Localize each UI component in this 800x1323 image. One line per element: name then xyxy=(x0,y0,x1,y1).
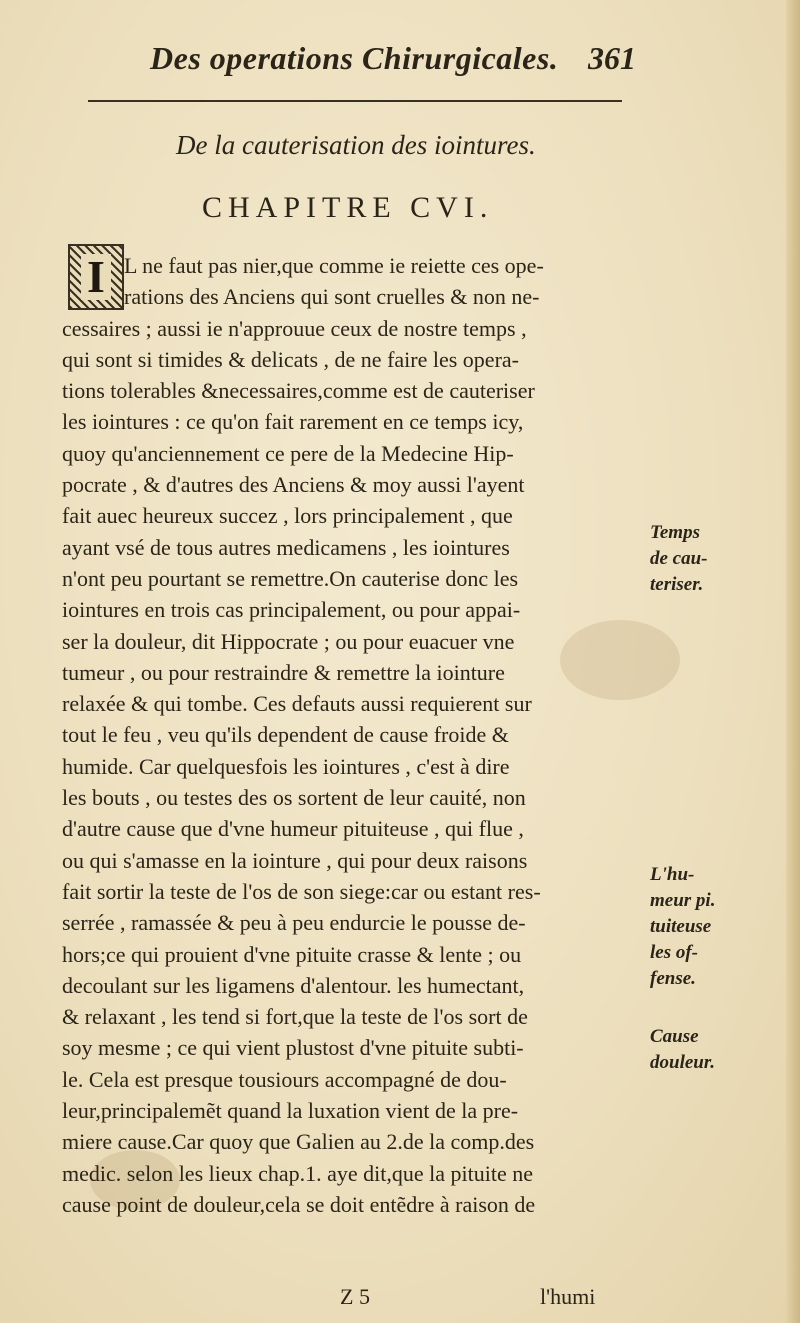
text-line: hors;ce qui prouient d'vne pituite crasse & lente ; ou xyxy=(62,941,522,967)
text-line: le. Cela est presque tousiours accompagné de dou- xyxy=(62,1066,507,1092)
header-rule xyxy=(88,100,622,102)
margin-note-line: fense. xyxy=(650,968,696,989)
text-line: ou qui s'amasse en la iointure , qui pour deux raisons xyxy=(62,847,528,873)
page-number: 361 xyxy=(588,40,636,76)
text-line: quoy qu'anciennement ce pere de la Medecine Hip- xyxy=(62,440,514,466)
text-line: fait sortir la teste de l'os de son siege:car ou estant res- xyxy=(62,878,541,904)
margin-note-line: tuiteuse xyxy=(650,916,712,937)
text-line: & relaxant , les tend si fort,que la teste de l'os sort de xyxy=(62,1004,528,1030)
signature-mark: Z 5 xyxy=(340,1284,370,1309)
drop-cap-letter: I xyxy=(81,254,111,300)
catchword: l'humi xyxy=(540,1284,596,1309)
margin-note-humeur xyxy=(650,862,790,992)
text-line: decoulant sur les ligamens d'alentour. les humectant, xyxy=(62,972,525,998)
text-line: qui sont si timides & delicats , de ne faire les opera- xyxy=(62,346,519,372)
text-line: L ne faut pas nier,que comme ie reiette ces ope- xyxy=(124,253,544,278)
running-head: Des operations Chirurgicales. xyxy=(150,40,559,76)
text-line: cause point de douleur,cela se doit entẽdre à raison de xyxy=(62,1191,536,1217)
margin-note-line: les of- xyxy=(650,942,699,963)
text-line: n'ont peu pourtant se remettre.On cauterise donc les xyxy=(62,565,519,591)
text-line: medic. selon les lieux chap.1. aye dit,que la pituite ne xyxy=(62,1160,534,1186)
text-line: fait auec heureux succez , lors principalement , que xyxy=(62,503,513,529)
text-line: miere cause.Car quoy que Galien au 2.de la comp.des xyxy=(62,1129,535,1155)
text-line: ser la douleur, dit Hippocrate ; ou pour euacuer vne xyxy=(62,628,515,654)
chapter-heading: CHAPITRE CVI. xyxy=(202,191,494,224)
margin-note-line: douleur. xyxy=(650,1052,715,1073)
margin-note-line: Temps xyxy=(650,522,700,543)
body-text xyxy=(62,250,642,1220)
text-line: humide. Car quelquesfois les iointures , c'est à dire xyxy=(62,753,510,779)
margin-note-line: teriser. xyxy=(650,574,704,595)
text-line: ayant vsé de tous autres medicamens , les iointures xyxy=(62,534,510,560)
text-line: tout le feu , veu qu'ils dependent de cause froide & xyxy=(62,722,509,748)
text-line: soy mesme ; ce qui vient plustost d'vne pituite subti- xyxy=(62,1035,524,1061)
margin-note-line: Cause xyxy=(650,1026,699,1047)
text-line: les bouts , ou testes des os sortent de leur cauité, non xyxy=(62,785,526,811)
margin-note-line: L'hu- xyxy=(650,864,695,885)
section-title: De la cauterisation des iointures. xyxy=(176,130,536,160)
text-line: serrée , ramassée & peu à peu endurcie le pousse de- xyxy=(62,910,526,936)
text-line: tumeur , ou pour restraindre & remettre la iointure xyxy=(62,659,505,685)
text-line: rations des Anciens qui sont cruelles & non ne- xyxy=(124,284,540,310)
text-line: iointures en trois cas principalement, ou pour appai- xyxy=(62,597,521,623)
text-line: d'autre cause que d'vne humeur pituiteuse , qui flue , xyxy=(62,816,524,842)
text-line: relaxée & qui tombe. Ces defauts aussi requierent sur xyxy=(62,691,532,717)
text-line: leur,principalemẽt quand la luxation vient de la pre- xyxy=(62,1098,519,1124)
margin-note-cause xyxy=(650,1024,790,1076)
margin-note-temps xyxy=(650,520,790,598)
text-line: cessaires ; aussi ie n'approuue ceux de nostre temps , xyxy=(62,315,527,341)
margin-note-line: meur pi. xyxy=(650,890,716,911)
text-line: tions tolerables &necessaires,comme est de cauteriser xyxy=(62,378,535,404)
text-line: pocrate , & d'autres des Anciens & moy aussi l'ayent xyxy=(62,472,525,498)
page-edge xyxy=(786,0,800,1323)
text-line: les iointures : ce qu'on fait rarement en ce temps icy, xyxy=(62,409,524,435)
margin-note-line: de cau- xyxy=(650,548,708,569)
